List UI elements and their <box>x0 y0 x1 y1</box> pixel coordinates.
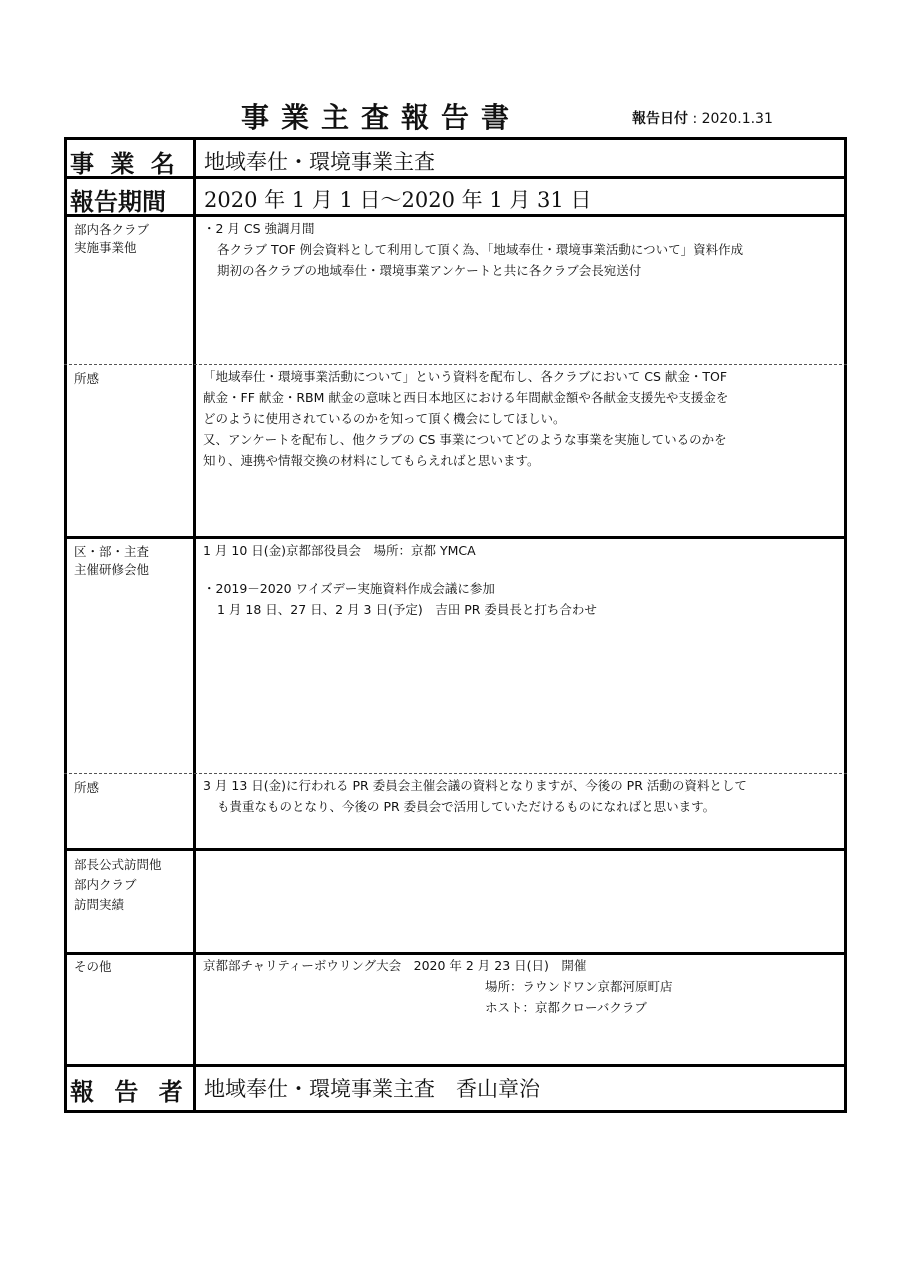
content-line: 1 月 18 日、27 日、2 月 3 日(予定) 吉田 PR 委員長と打ち合わせ <box>217 602 597 617</box>
label-line: 部内各クラブ <box>74 222 150 237</box>
label-line: 訪問実績 <box>74 897 125 912</box>
label-line: 部長公式訪問他 <box>74 857 162 872</box>
content-line: 「地域奉仕・環境事業活動について」という資料を配布し、各クラブにおいて CS 献金・TOF <box>203 369 728 384</box>
label-line: 区・部・主査 <box>74 544 150 559</box>
report-date-value: : 2020.1.31 <box>692 111 773 127</box>
page-title: 事業主査報告書 <box>241 101 522 134</box>
report-period-value: 2020 年 1 月 1 日〜2020 年 1 月 31 日 <box>204 188 592 212</box>
row-divider <box>64 1064 847 1067</box>
content-line: 献金・FF 献金・RBM 献金の意味と西日本地区における年間献金額や各献金支援先や支援金を <box>203 390 729 405</box>
content-line: 又、アンケートを配布し、他クラブの CS 事業についてどのような事業を実施しているのかを <box>203 432 727 447</box>
content-line: 場所：ラウンドワン京都河原町店 <box>485 979 673 994</box>
row-divider <box>64 848 847 851</box>
reporter-value: 地域奉仕・環境事業主査 香山章治 <box>204 1077 540 1101</box>
visits-label <box>74 855 162 915</box>
reporter-label: 報 告 者 <box>70 1078 189 1106</box>
content-line: も貴重なものとなり、今後の PR 委員会で活用していただけるものになればと思います。 <box>217 799 716 814</box>
club-activities-label <box>74 221 149 257</box>
content-line: ホスト：京都クローバクラブ <box>485 1000 647 1015</box>
meetings-content <box>203 540 839 620</box>
dashed-divider <box>64 773 847 774</box>
content-line: 期初の各クラブの地域奉仕・環境事業アンケートと共に各クラブ会長宛送付 <box>217 263 642 278</box>
impression-content <box>203 775 839 817</box>
content-line: 知り、連携や情報交換の材料にしてもらえればと思います。 <box>203 453 540 468</box>
label-line: 主催研修会他 <box>74 562 150 577</box>
dashed-divider <box>64 364 847 365</box>
report-date-label: 報告日付 <box>632 111 688 127</box>
project-name-value: 地域奉仕・環境事業主査 <box>204 150 435 174</box>
report-date <box>632 108 773 128</box>
content-line: ・2 月 CS 強調月間 <box>203 221 315 236</box>
content-line: 京都部チャリティーボウリング大会 2020 年 2 月 23 日(日) 開催 <box>203 958 587 973</box>
label-line: 部内クラブ <box>74 877 137 892</box>
other-content <box>203 955 839 1018</box>
column-divider <box>193 137 196 1113</box>
row-divider <box>64 214 847 217</box>
club-activities-content <box>203 218 839 281</box>
label-line: 実施事業他 <box>74 240 137 255</box>
other-label: その他 <box>74 959 112 974</box>
impression-content <box>203 366 839 471</box>
row-divider <box>64 176 847 179</box>
impression-label: 所感 <box>74 780 100 795</box>
project-name-label: 事 業 名 <box>70 150 179 178</box>
content-line: ・2019－2020 ワイズデー実施資料作成会議に参加 <box>203 581 495 596</box>
report-period-label: 報告期間 <box>70 188 166 216</box>
content-line: 各クラブ TOF 例会資料として利用して頂く為、「地域奉仕・環境事業活動について」資料作成 <box>217 242 744 257</box>
impression-label: 所感 <box>74 371 100 386</box>
row-divider <box>64 536 847 539</box>
meetings-label <box>74 543 149 579</box>
content-line: 1 月 10 日(金)京都部役員会 場所：京都 YMCA <box>203 543 476 558</box>
content-line: 3 月 13 日(金)に行われる PR 委員会主催会議の資料となりますが、今後の PR 活動の資料として <box>203 778 747 793</box>
content-line: どのように使用されているのかを知って頂く機会にしてほしい。 <box>203 411 566 426</box>
